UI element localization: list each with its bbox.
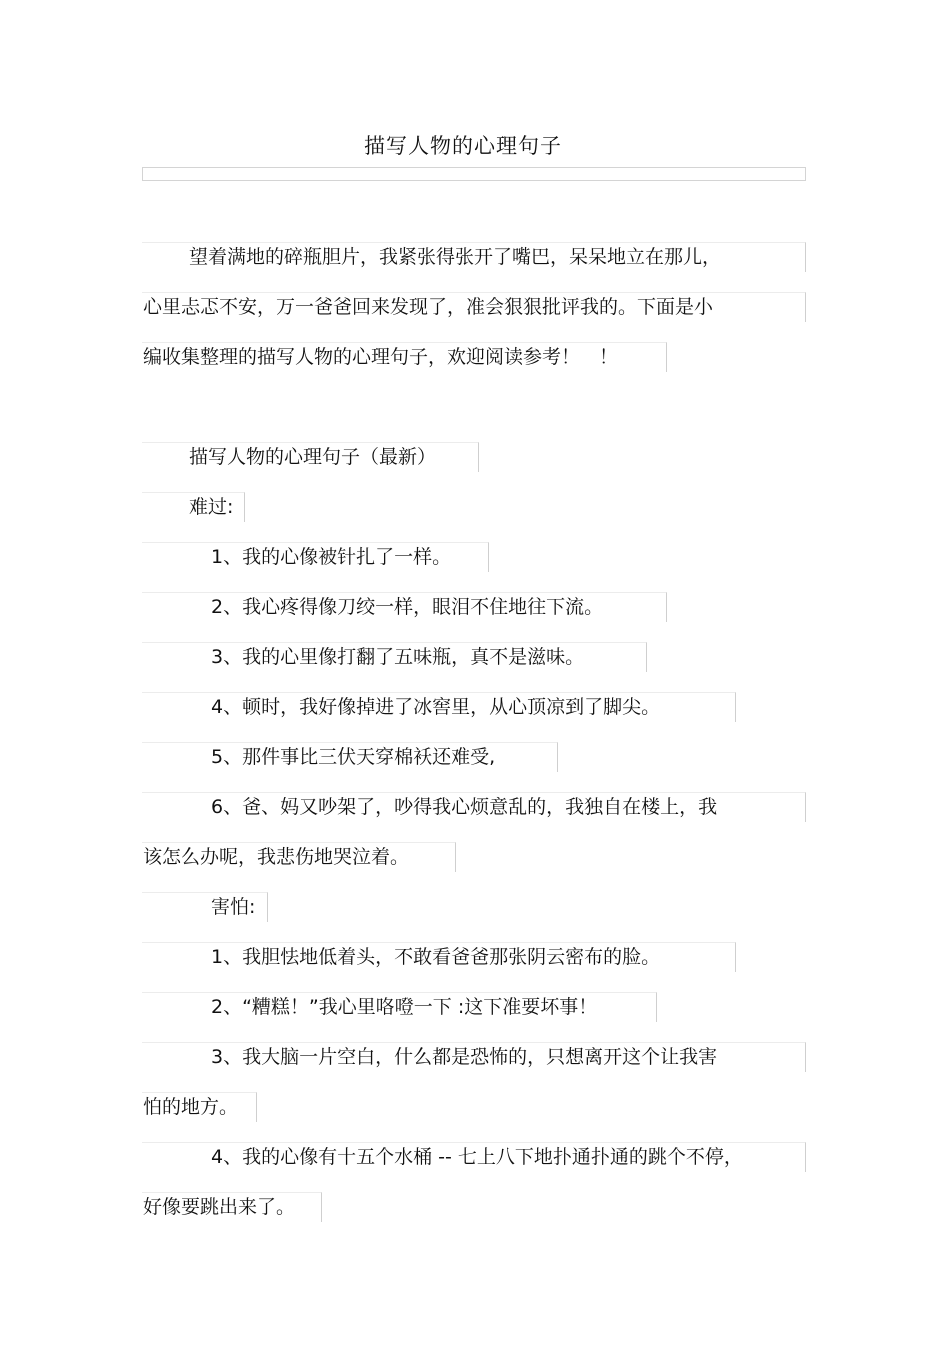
list-item: 1、我胆怯地低着头，不敢看爸爸那张阴云密布的脸。	[211, 946, 661, 968]
intro-line-2: 心里忐忑不安，万一爸爸回来发现了，准会狠狠批评我的。下面是小	[143, 296, 714, 318]
list-item: 6、爸、妈又吵架了，吵得我心烦意乱的，我独自在楼上，我	[211, 796, 718, 818]
list-item: 1、我的心像被针扎了一样。	[211, 546, 452, 568]
list-item: 3、我的心里像打翻了五味瓶，真不是滋味。	[211, 646, 585, 668]
list-item-continuation: 好像要跳出来了。	[143, 1196, 296, 1218]
list-item: 2、我心疼得像刀绞一样，眼泪不住地往下流。	[211, 596, 604, 618]
list-item: 3、我大脑一片空白，什么都是恐怖的，只想离开这个让我害	[211, 1046, 718, 1068]
list-item: 4、我的心像有十五个水桶 -- 七上八下地扑通扑通的跳个不停，	[211, 1146, 743, 1168]
list-item: 4、顿时，我好像掉进了冰窖里，从心顶凉到了脚尖。	[211, 696, 661, 718]
list-item-continuation: 怕的地方。	[143, 1096, 239, 1118]
list-item: 5、那件事比三伏天穿棉袄还难受,	[211, 746, 496, 768]
intro-line-3: 编收集整理的描写人物的心理句子，欢迎阅读参考！ ！	[143, 346, 619, 368]
list-item: 2、“糟糕！”我心里咯噔一下 :这下准要坏事！	[211, 996, 598, 1018]
list-item-continuation: 该怎么办呢，我悲伤地哭泣着。	[143, 846, 410, 868]
title-divider	[142, 167, 806, 181]
section-heading: 描写人物的心理句子（最新）	[189, 446, 437, 468]
intro-line-1: 望着满地的碎瓶胆片，我紧张得张开了嘴巴，呆呆地立在那儿，	[189, 246, 722, 268]
document-title: 描写人物的心理句子	[364, 134, 562, 158]
category-label: 害怕:	[211, 896, 256, 918]
category-label: 难过:	[189, 496, 234, 518]
